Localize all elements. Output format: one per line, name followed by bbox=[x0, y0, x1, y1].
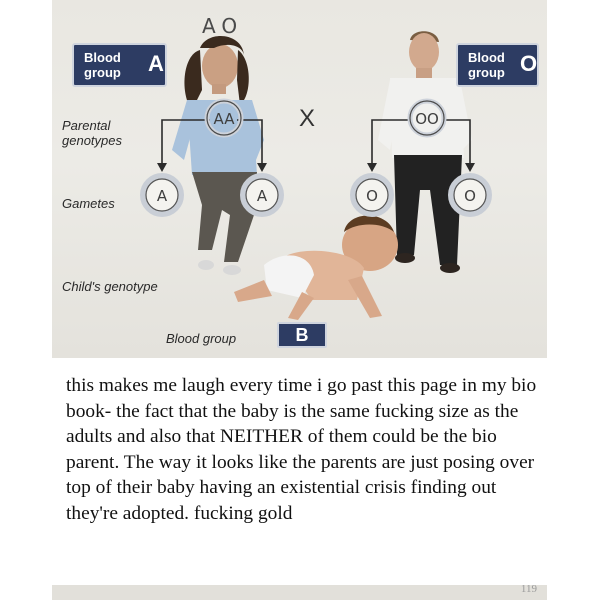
handwritten-note: AO bbox=[202, 14, 244, 38]
genotype-o-text: OO bbox=[415, 110, 439, 128]
cross-symbol: X bbox=[299, 105, 316, 132]
second-photo-edge bbox=[52, 585, 547, 600]
blood-group-o-tag bbox=[456, 43, 539, 87]
gamete-text: O bbox=[464, 187, 476, 205]
genotype-a-text: AA bbox=[213, 110, 235, 128]
parental-genotypes-label: Parental genotypes bbox=[62, 118, 122, 148]
gamete-text: A bbox=[156, 187, 168, 205]
gamete-text: A bbox=[256, 187, 268, 205]
tag-label: Blood group bbox=[468, 50, 505, 80]
mother-figure bbox=[172, 36, 264, 275]
post-caption bbox=[66, 373, 551, 527]
tag-letter: A bbox=[148, 51, 164, 76]
textbook-photo bbox=[52, 0, 547, 358]
childs-genotype-label: Child's genotype bbox=[62, 279, 158, 294]
tag-letter: O bbox=[520, 51, 538, 76]
blood-group-label: Blood group bbox=[166, 331, 237, 346]
caption-text: this makes me laugh every time i go past this page in my bio book- the fact that the baby is the same fucking size as the adults and also that NEITHER of them could be the bio parent. The way it looks like the parents are just posing over top of their baby having an existential crisis finding out they're adopted. fucking gold bbox=[66, 375, 537, 524]
child-blood-group-tag: B bbox=[277, 322, 327, 348]
gametes-label: Gametes bbox=[62, 196, 115, 211]
blood-group-a-tag bbox=[72, 43, 167, 87]
tag-label: Blood group bbox=[84, 50, 121, 80]
page-number: 119 bbox=[520, 585, 537, 595]
gamete-text: O bbox=[366, 187, 378, 205]
baby-figure bbox=[234, 216, 398, 321]
